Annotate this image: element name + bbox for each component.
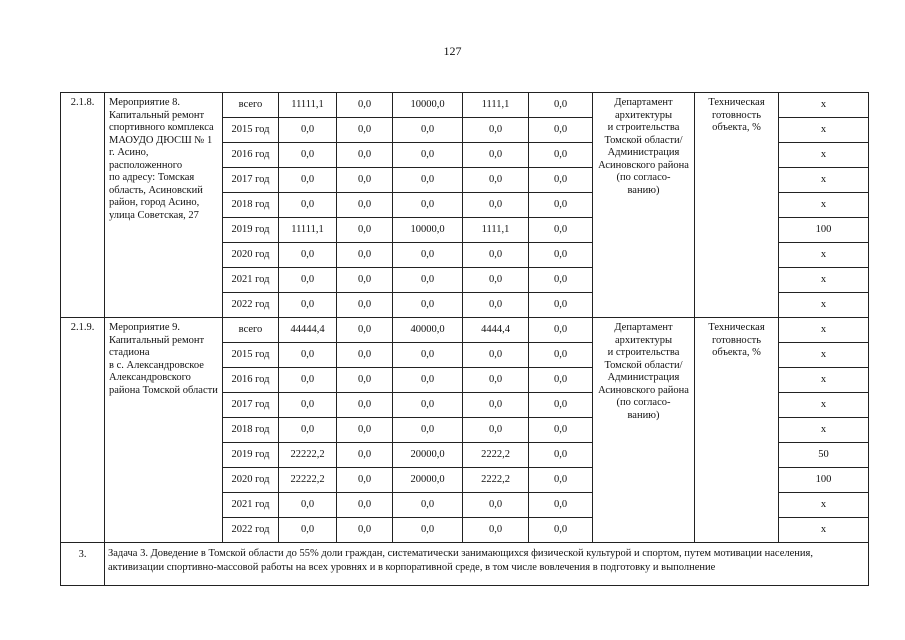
cell-regional: 40000,0: [393, 318, 463, 343]
cell-year: 2019 год: [223, 218, 279, 243]
cell-regional: 0,0: [393, 118, 463, 143]
cell-extra: 0,0: [529, 143, 593, 168]
cell-total: 0,0: [279, 118, 337, 143]
cell-total: 22222,2: [279, 468, 337, 493]
page-number: 127: [443, 44, 462, 58]
cell-local: 0,0: [463, 143, 529, 168]
cell-target: x: [779, 318, 869, 343]
cell-regional: 20000,0: [393, 468, 463, 493]
cell-target: 100: [779, 468, 869, 493]
cell-local: 0,0: [463, 393, 529, 418]
cell-extra: 0,0: [529, 93, 593, 118]
cell-local: 0,0: [463, 118, 529, 143]
cell-year: 2017 год: [223, 393, 279, 418]
cell-federal: 0,0: [337, 268, 393, 293]
cell-federal: 0,0: [337, 493, 393, 518]
responsible-department: Департамент архитектуры и строительства Томской области/ Администрация Асиновского района (по согласо- ванию): [593, 93, 695, 318]
cell-year: 2022 год: [223, 518, 279, 543]
cell-local: 4444,4: [463, 318, 529, 343]
cell-regional: 10000,0: [393, 93, 463, 118]
cell-target: x: [779, 518, 869, 543]
cell-target: x: [779, 143, 869, 168]
cell-regional: 0,0: [393, 393, 463, 418]
cell-year: 2015 год: [223, 343, 279, 368]
cell-regional: 0,0: [393, 293, 463, 318]
cell-target: x: [779, 168, 869, 193]
cell-extra: 0,0: [529, 218, 593, 243]
cell-federal: 0,0: [337, 468, 393, 493]
cell-extra: 0,0: [529, 368, 593, 393]
cell-year: 2017 год: [223, 168, 279, 193]
cell-local: 0,0: [463, 293, 529, 318]
cell-total: 0,0: [279, 143, 337, 168]
cell-target: x: [779, 418, 869, 443]
cell-federal: 0,0: [337, 118, 393, 143]
cell-total: 11111,1: [279, 218, 337, 243]
cell-total: 0,0: [279, 368, 337, 393]
cell-federal: 0,0: [337, 368, 393, 393]
table-row: [61, 318, 869, 343]
cell-federal: 0,0: [337, 168, 393, 193]
cell-extra: 0,0: [529, 518, 593, 543]
cell-federal: 0,0: [337, 318, 393, 343]
cell-extra: 0,0: [529, 418, 593, 443]
cell-extra: 0,0: [529, 243, 593, 268]
cell-year: 2021 год: [223, 268, 279, 293]
cell-regional: 0,0: [393, 193, 463, 218]
cell-federal: 0,0: [337, 418, 393, 443]
task-row: [61, 543, 869, 586]
cell-local: 0,0: [463, 518, 529, 543]
cell-target: x: [779, 118, 869, 143]
cell-regional: 0,0: [393, 168, 463, 193]
cell-extra: 0,0: [529, 293, 593, 318]
cell-total: 0,0: [279, 418, 337, 443]
cell-target: x: [779, 493, 869, 518]
indicator-name: Техническая готовность объекта, %: [695, 93, 779, 318]
cell-total: 0,0: [279, 518, 337, 543]
cell-local: 0,0: [463, 493, 529, 518]
cell-total: 0,0: [279, 243, 337, 268]
cell-regional: 0,0: [393, 493, 463, 518]
cell-federal: 0,0: [337, 518, 393, 543]
cell-federal: 0,0: [337, 143, 393, 168]
event-number: 2.1.9.: [61, 318, 105, 543]
cell-target: x: [779, 268, 869, 293]
cell-year: 2020 год: [223, 468, 279, 493]
cell-year: 2019 год: [223, 443, 279, 468]
event-description: Мероприятие 9. Капитальный ремонт стадиона в с. Александровское Александровского района Томской области: [105, 318, 223, 543]
cell-regional: 0,0: [393, 268, 463, 293]
cell-total: 0,0: [279, 343, 337, 368]
cell-extra: 0,0: [529, 468, 593, 493]
cell-extra: 0,0: [529, 343, 593, 368]
cell-target: x: [779, 368, 869, 393]
responsible-department: Департамент архитектуры и строительства Томской области/ Администрация Асиновского района (по согласо- ванию): [593, 318, 695, 543]
cell-total: 0,0: [279, 493, 337, 518]
cell-year: всего: [223, 93, 279, 118]
cell-local: 1111,1: [463, 218, 529, 243]
cell-total: 44444,4: [279, 318, 337, 343]
cell-federal: 0,0: [337, 293, 393, 318]
cell-target: x: [779, 343, 869, 368]
cell-local: 0,0: [463, 193, 529, 218]
cell-target: 100: [779, 218, 869, 243]
cell-extra: 0,0: [529, 443, 593, 468]
cell-target: x: [779, 393, 869, 418]
cell-federal: 0,0: [337, 393, 393, 418]
cell-local: 0,0: [463, 368, 529, 393]
cell-local: 0,0: [463, 168, 529, 193]
cell-regional: 0,0: [393, 343, 463, 368]
cell-extra: 0,0: [529, 393, 593, 418]
cell-federal: 0,0: [337, 193, 393, 218]
cell-regional: 20000,0: [393, 443, 463, 468]
cell-local: 1111,1: [463, 93, 529, 118]
cell-local: 0,0: [463, 243, 529, 268]
cell-regional: 10000,0: [393, 218, 463, 243]
event-description: Мероприятие 8. Капитальный ремонт спортивного комплекса МАОУДО ДЮСШ № 1 г. Асино, расположенного по адресу: Томская область, Асиновский район, город Асино, улица Советская, 27: [105, 93, 223, 318]
cell-local: 0,0: [463, 268, 529, 293]
indicator-name: Техническая готовность объекта, %: [695, 318, 779, 543]
cell-target: x: [779, 293, 869, 318]
cell-regional: 0,0: [393, 518, 463, 543]
cell-extra: 0,0: [529, 118, 593, 143]
cell-year: 2021 год: [223, 493, 279, 518]
cell-federal: 0,0: [337, 443, 393, 468]
cell-year: 2018 год: [223, 418, 279, 443]
cell-year: 2016 год: [223, 143, 279, 168]
cell-federal: 0,0: [337, 93, 393, 118]
cell-regional: 0,0: [393, 368, 463, 393]
task-number: 3.: [61, 543, 105, 586]
cell-extra: 0,0: [529, 168, 593, 193]
cell-total: 0,0: [279, 393, 337, 418]
cell-extra: 0,0: [529, 268, 593, 293]
cell-local: 2222,2: [463, 443, 529, 468]
cell-extra: 0,0: [529, 193, 593, 218]
cell-federal: 0,0: [337, 243, 393, 268]
cell-total: 0,0: [279, 293, 337, 318]
cell-regional: 0,0: [393, 243, 463, 268]
cell-total: 11111,1: [279, 93, 337, 118]
cell-extra: 0,0: [529, 493, 593, 518]
event-number: 2.1.8.: [61, 93, 105, 318]
cell-federal: 0,0: [337, 218, 393, 243]
program-table: [60, 92, 869, 586]
cell-year: 2020 год: [223, 243, 279, 268]
cell-local: 0,0: [463, 418, 529, 443]
cell-extra: 0,0: [529, 318, 593, 343]
cell-year: 2022 год: [223, 293, 279, 318]
cell-total: 0,0: [279, 193, 337, 218]
cell-total: 22222,2: [279, 443, 337, 468]
cell-target: x: [779, 93, 869, 118]
cell-regional: 0,0: [393, 418, 463, 443]
cell-local: 2222,2: [463, 468, 529, 493]
cell-target: x: [779, 193, 869, 218]
cell-year: 2018 год: [223, 193, 279, 218]
cell-target: 50: [779, 443, 869, 468]
table-row: [61, 93, 869, 118]
cell-year: всего: [223, 318, 279, 343]
cell-regional: 0,0: [393, 143, 463, 168]
cell-target: x: [779, 243, 869, 268]
cell-year: 2016 год: [223, 368, 279, 393]
cell-total: 0,0: [279, 168, 337, 193]
cell-total: 0,0: [279, 268, 337, 293]
cell-local: 0,0: [463, 343, 529, 368]
cell-year: 2015 год: [223, 118, 279, 143]
cell-federal: 0,0: [337, 343, 393, 368]
task-text: Задача 3. Доведение в Томской области до 55% доли граждан, систематически занимающихся физической культурой и спортом, путем мотивации населения, активизации спортивно-массовой работы на всех уровнях и в корпоративной среде, в том числе вовлечения в подготовку и выполнение: [105, 543, 869, 586]
